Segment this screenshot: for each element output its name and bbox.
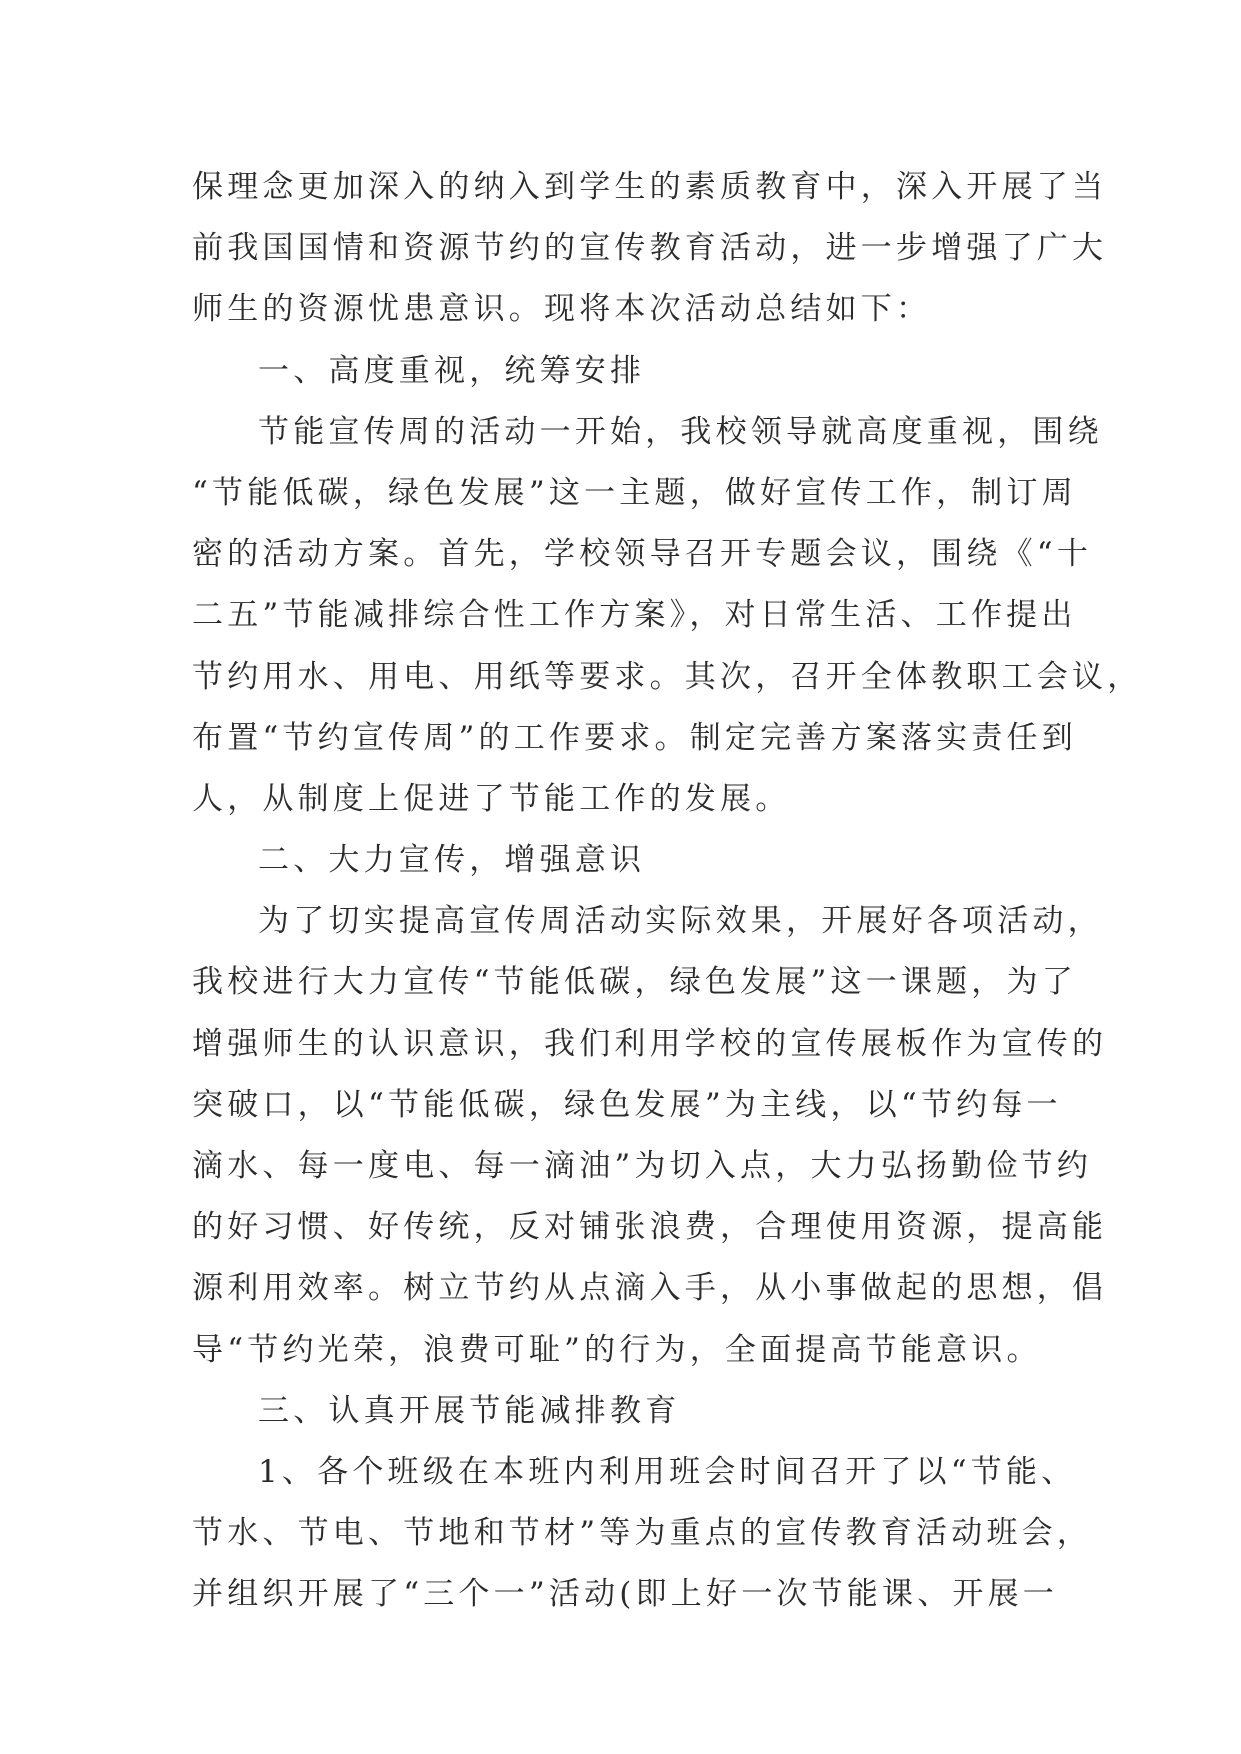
text-line: 源利用效率。树立节约从点滴入手，从小事做起的思想，倡 [192,1270,1108,1307]
paragraph-start-line: 为了切实提高宣传周活动实际效果，开展好各项活动， [258,903,1103,940]
text-line: 师生的资源忧患意识。现将本次活动总结如下： [192,291,932,328]
text-line: 密的活动方案。首先，学校领导召开专题会议，围绕《“十 [192,536,1093,573]
paragraph-start-line: 二、大力宣传，增强意识 [258,842,646,879]
text-line: “节能低碳，绿色发展”这一主题，做好宣传工作，制订周 [192,474,1077,511]
text-line: 我校进行大力宣传“节能低碳，绿色发展”这一课题，为了 [192,964,1077,1001]
text-line: 突破口，以“节能低碳，绿色发展”为主线，以“节约每一 [192,1086,1062,1123]
paragraph-start-line: 一、高度重视，统筹安排 [258,352,646,389]
text-line: 导“节约光荣，浪费可耻”的行为，全面提高节能意识。 [192,1331,1042,1368]
text-line: 节水、节电、节地和节材”等为重点的宣传教育活动班会， [192,1515,1093,1552]
text-line: 保理念更加深入的纳入到学生的素质教育中，深入开展了当 [192,169,1108,205]
text-line: 人，从制度上促进了节能工作的发展。 [192,780,791,817]
text-line: 并组织开展了“三个一”活动(即上好一次节能课、开展一 [192,1576,1058,1613]
document-body [192,157,1143,1626]
text-line: 滴水、每一度电、每一滴油”为切入点，大力弘扬勤俭节约 [192,1148,1093,1184]
text-line: 二五”节能减排综合性工作方案》，对日常生活、工作提出 [192,597,1077,634]
text-line: 布置“节约宣传周”的工作要求。制定完善方案落实责任到 [192,719,1077,756]
paragraph-start-line: 节能宣传周的活动一开始，我校领导就高度重视，围绕 [258,413,1103,450]
text-line: 前我国国情和资源节约的宣传教育活动，进一步增强了广大 [192,230,1108,267]
text-line: 节约用水、用电、用纸等要求。其次，召开全体教职工会议， [192,658,1143,695]
text-line: 增强师生的认识意识，我们利用学校的宣传展板作为宣传的 [192,1025,1108,1062]
text-line: 的好习惯、好传统，反对铺张浪费，合理使用资源，提高能 [192,1209,1108,1246]
paragraph-start-line: 1、各个班级在本班内利用班会时间召开了以“节能、 [258,1453,1077,1490]
paragraph-start-line: 三、认真开展节能减排教育 [258,1392,681,1429]
